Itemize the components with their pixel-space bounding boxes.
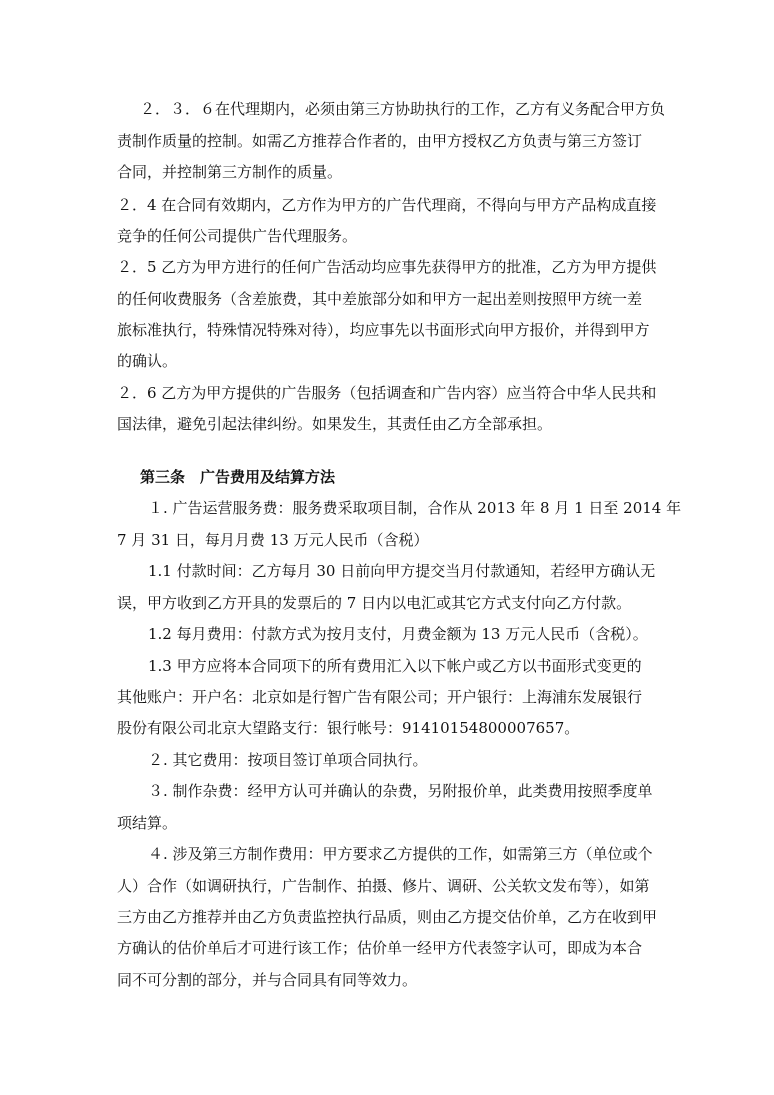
item-1-3-line-1: 1.3 甲方应将本合同项下的所有费用汇入以下帐户或乙方以书面形式变更的 [148, 657, 642, 675]
clause-2-4-line-2: 竞争的任何公司提供广告代理服务。 [117, 227, 358, 245]
clause-2-3-6-line-1: ２．３．６在代理期内，必须由第三方协助执行的工作，乙方有义务配合甲方负 [140, 100, 666, 118]
item-1-line-1: １. 广告运营服务费：服务费采取项目制，合作从 2013 年 8 月 1 日至 2014 年 [148, 499, 682, 517]
section-3-heading: 第三条 广告费用及结算方法 [140, 468, 336, 486]
item-4-line-4: 方确认的估价单后才可进行该工作；估价单一经甲方代表签字认可，即成为本合 [117, 939, 643, 957]
clause-2-3-6-line-3: 合同，并控制第三方制作的质量。 [117, 163, 343, 181]
item-1-1-line-2: 误，甲方收到乙方开具的发票后的 7 日内以电汇或其它方式支付向乙方付款。 [117, 594, 632, 612]
item-1-3-line-2: 其他账户：开户名：北京如是行智广告有限公司；开户银行：上海浦东发展银行 [117, 688, 643, 706]
clause-2-5-line-3: 旅标准执行，特殊情况特殊对待），均应事先以书面形式向甲方报价，并得到甲方 [117, 321, 650, 339]
item-4-line-1: ４. 涉及第三方制作费用：甲方要求乙方提供的工作，如需第三方（单位或个 [148, 845, 653, 863]
clause-2-6-line-1: ２．6 乙方为甲方提供的广告服务（包括调查和广告内容）应当符合中华人民共和 [117, 384, 657, 402]
clause-2-5-line-4: 的确认。 [117, 352, 178, 370]
item-4-line-5: 同不可分割的部分，并与合同具有同等效力。 [117, 971, 418, 989]
item-4-line-2: 人）合作（如调研执行，广告制作、拍摄、修片、调研、公关软文发布等），如第 [117, 877, 650, 895]
item-1-3-line-3: 股份有限公司北京大望路支行：银行帐号：91410154800007657。 [117, 719, 580, 737]
item-4-line-3: 三方由乙方推荐并由乙方负责监控执行品质，则由乙方提交估价单，乙方在收到甲 [117, 908, 658, 926]
clause-2-5-line-2: 的任何收费服务（含差旅费，其中差旅部分如和甲方一起出差则按照甲方统一差 [117, 290, 643, 308]
clause-2-5-line-1: ２．5 乙方为甲方进行的任何广告活动均应事先获得甲方的批准，乙方为甲方提供 [117, 258, 657, 276]
clause-2-6-line-2: 国法律，避免引起法律纠纷。如果发生，其责任由乙方全部承担。 [117, 415, 553, 433]
item-1-2-line-1: 1.2 每月费用：付款方式为按月支付，月费金额为 13 万元人民币（含税）。 [148, 625, 648, 643]
item-3-line-1: ３. 制作杂费：经甲方认可并确认的杂费，另附报价单，此类费用按照季度单 [148, 782, 653, 800]
item-1-1-line-1: 1.1 付款时间：乙方每月 30 日前向甲方提交当月付款通知，若经甲方确认无 [148, 562, 656, 580]
item-1-line-2: 7 月 31 日，每月月费 13 万元人民币（含税） [117, 531, 429, 549]
item-2-line-1: ２. 其它费用：按项目签订单项合同执行。 [148, 751, 428, 769]
clause-2-4-line-1: ２．4 在合同有效期内，乙方作为甲方的广告代理商，不得向与甲方产品构成直接 [117, 196, 657, 214]
clause-2-3-6-line-2: 责制作质量的控制。如需乙方推荐合作者的，由甲方授权乙方负责与第三方签订 [117, 132, 643, 150]
item-3-line-2: 项结算。 [117, 814, 178, 832]
